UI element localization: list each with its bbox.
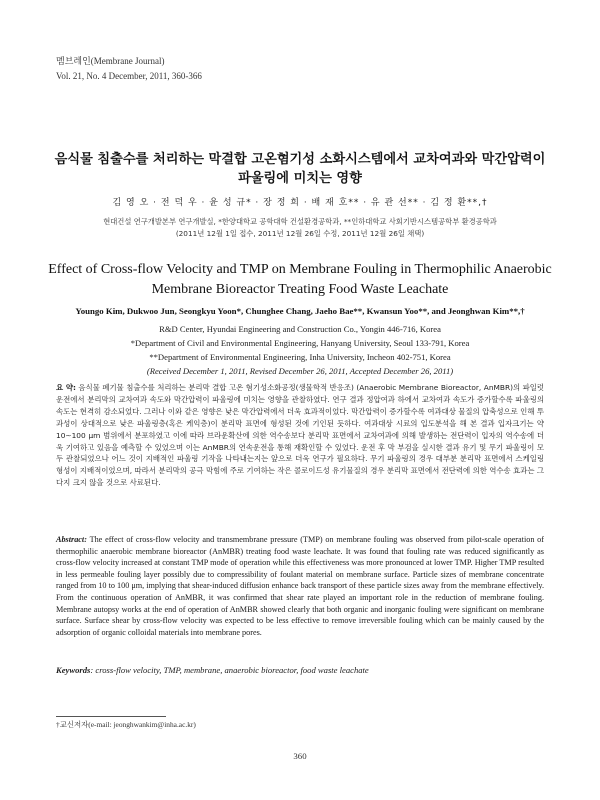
english-title-line1: Effect of Cross-flow Velocity and TMP on Membrane Fouling in Thermophilic Anaerobic (48, 262, 552, 277)
english-abstract-text: The effect of cross-flow velocity and transmembrane pressure (TMP) on membrane fouling was observed from pilot-scale operation of thermophilic anaerobic membrane bioreactor (AnMBR) treating food waste leachate. It was found that fouling rate was reduced significantly as cross-flow velocity increased at constant TMP mode of operation while this effectiveness was more pronounced at lower TMP. Higher TMP resulted in less permeable fouling layer possibly due to compressibility of foulant material on membrane surface. Particle sizes of membrane concentrate ranged from 10 to 100 μm, implying that shear-induced diffusion enhance back transport of these particle sizes away from the membrane effectively. From the continuous operation of AnMBR, it was confirmed that shear rate played an important role in the reduction of membrane fouling. Membrane autopsy works at the end of operation of AnMBR showed clearly that both organic and inorganic fouling were significant on membrane surface. Surface shear by cross-flow velocity was expected to be less effective to remove irreversible fouling which can be mainly caused by the adsorption of organic colloidal materials into membrane pores. (56, 535, 545, 637)
korean-title-line2: 파울링에 미치는 영향 (238, 171, 362, 186)
english-authors: Youngo Kim, Dukwoo Jun, Seongkyu Yoon*, Chunghee Chang, Jaeho Bae**, Kwansun Yoo**, and Jeonghwan Kim**,† (75, 306, 525, 316)
corresponding-author-footnote: †교신저자(e-mail: jeonghwankim@inha.ac.kr) (56, 720, 196, 729)
english-affiliation-line2: *Department of Civil and Environmental Engineering, Hanyang University, Seoul 133-791, Korea (130, 338, 470, 348)
english-affiliation-line3: **Department of Environmental Engineering, Inha University, Incheon 402-751, Korea (149, 352, 451, 362)
korean-abstract-label: 요 약: (56, 383, 76, 392)
journal-name: 멤브레인(Membrane Journal) (56, 56, 165, 66)
korean-received-dates: (2011년 12월 1일 접수, 2011년 12월 26일 수정, 2011년 12월 26일 채택) (175, 229, 425, 238)
english-received-dates: (Received December 1, 2011, Revised December 26, 2011, Accepted December 26, 2011) (146, 366, 454, 376)
keywords-label: Keywords (56, 665, 91, 675)
keywords-text: : cross-flow velocity, TMP, membrane, anaerobic bioreactor, food waste leachate (90, 665, 369, 675)
journal-volume: Vol. 21, No. 4 December, 2011, 360-366 (56, 71, 202, 81)
keywords (56, 665, 544, 675)
english-affiliations (40, 322, 560, 378)
english-abstract-label: Abstract: (56, 535, 87, 544)
korean-abstract-text: 음식물 폐기물 침출수를 처리하는 분리막 결합 고온 혐기성소화공정(생물학적 반응조) (Anaerobic Membrane Bioreactor, AnMBR)의 파일럿 운전에서 분리막의 교차여과 속도와 막간압력이 파울링에 미치는 영향을 관찰하였다. 연구 결과 정압여과 하에서 교차여과 속도가 증가할수록 파울링의 속도는 현격히 감소되었다. 그러나 이와 같은 영향은 낮은 막간압력에서 더욱 효과적이었다. 막간압력이 증가할수록 여과대상 물질의 압축성으로 인해 투과성이 상대적으로 낮은 파울링층(혹은 케익층)이 분리막 표면에 형성된 것에 기인된 듯하다. 여과대상 시료의 입도분석을 해 본 결과 입자크기는 약 10∼100 μm 범위에서 분포하였고 이에 따라 브라운확산에 의한 역수송보다 분리막 표면에서 교차여과에 의해 발생하는 전단력이 입자의 역수송에 더욱 기여하고 있음을 예측할 수 있었으며 이는 AnMBR의 연속운전을 통해 재확인할 수 있었다. 운전 후 막 부검을 실시한 결과 유기 및 무기 파울링이 모두 관찰되었으나 어느 것이 지배적인 파울링 기작을 나타내는지는 앞으로 더욱 연구가 필요하다. 무기 파울링의 경우 대부분 분리막 표면에서 스케일링 형성이 지배적이었으며, 따라서 분리막의 공극 막힘에 주로 기여하는 작은 콜로이드성 유기물질의 경우 분리막 표면에서 전단력에 의한 역수송 효과는 그다지 크지 않을 것으로 사료된다. (56, 383, 544, 488)
english-abstract (56, 534, 544, 638)
korean-abstract (56, 382, 544, 489)
english-title (30, 260, 570, 300)
english-affiliation-line1: R&D Center, Hyundai Engineering and Construction Co., Yongin 446-716, Korea (159, 324, 441, 334)
korean-title (40, 150, 560, 188)
journal-header (56, 54, 202, 84)
page-number: 360 (293, 751, 307, 761)
korean-authors: 김 영 오 · 전 덕 우 · 윤 성 규* · 장 정 희 · 배 재 호** · 유 관 선** · 김 정 환**,† (112, 198, 488, 208)
korean-title-line1: 음식물 침출수를 처리하는 막결합 고온혐기성 소화시스템에서 교차여과와 막간압력이 (54, 152, 546, 167)
english-title-line2: Membrane Bioreactor Treating Food Waste Leachate (151, 282, 449, 297)
korean-affiliations (40, 216, 560, 240)
korean-affiliation-line: 현대건설 연구개발본부 연구개발실, *한양대학교 공학대학 건설환경공학과, **인하대학교 사회기반시스템공학부 환경공학과 (103, 217, 497, 226)
footnote-divider (56, 716, 166, 717)
